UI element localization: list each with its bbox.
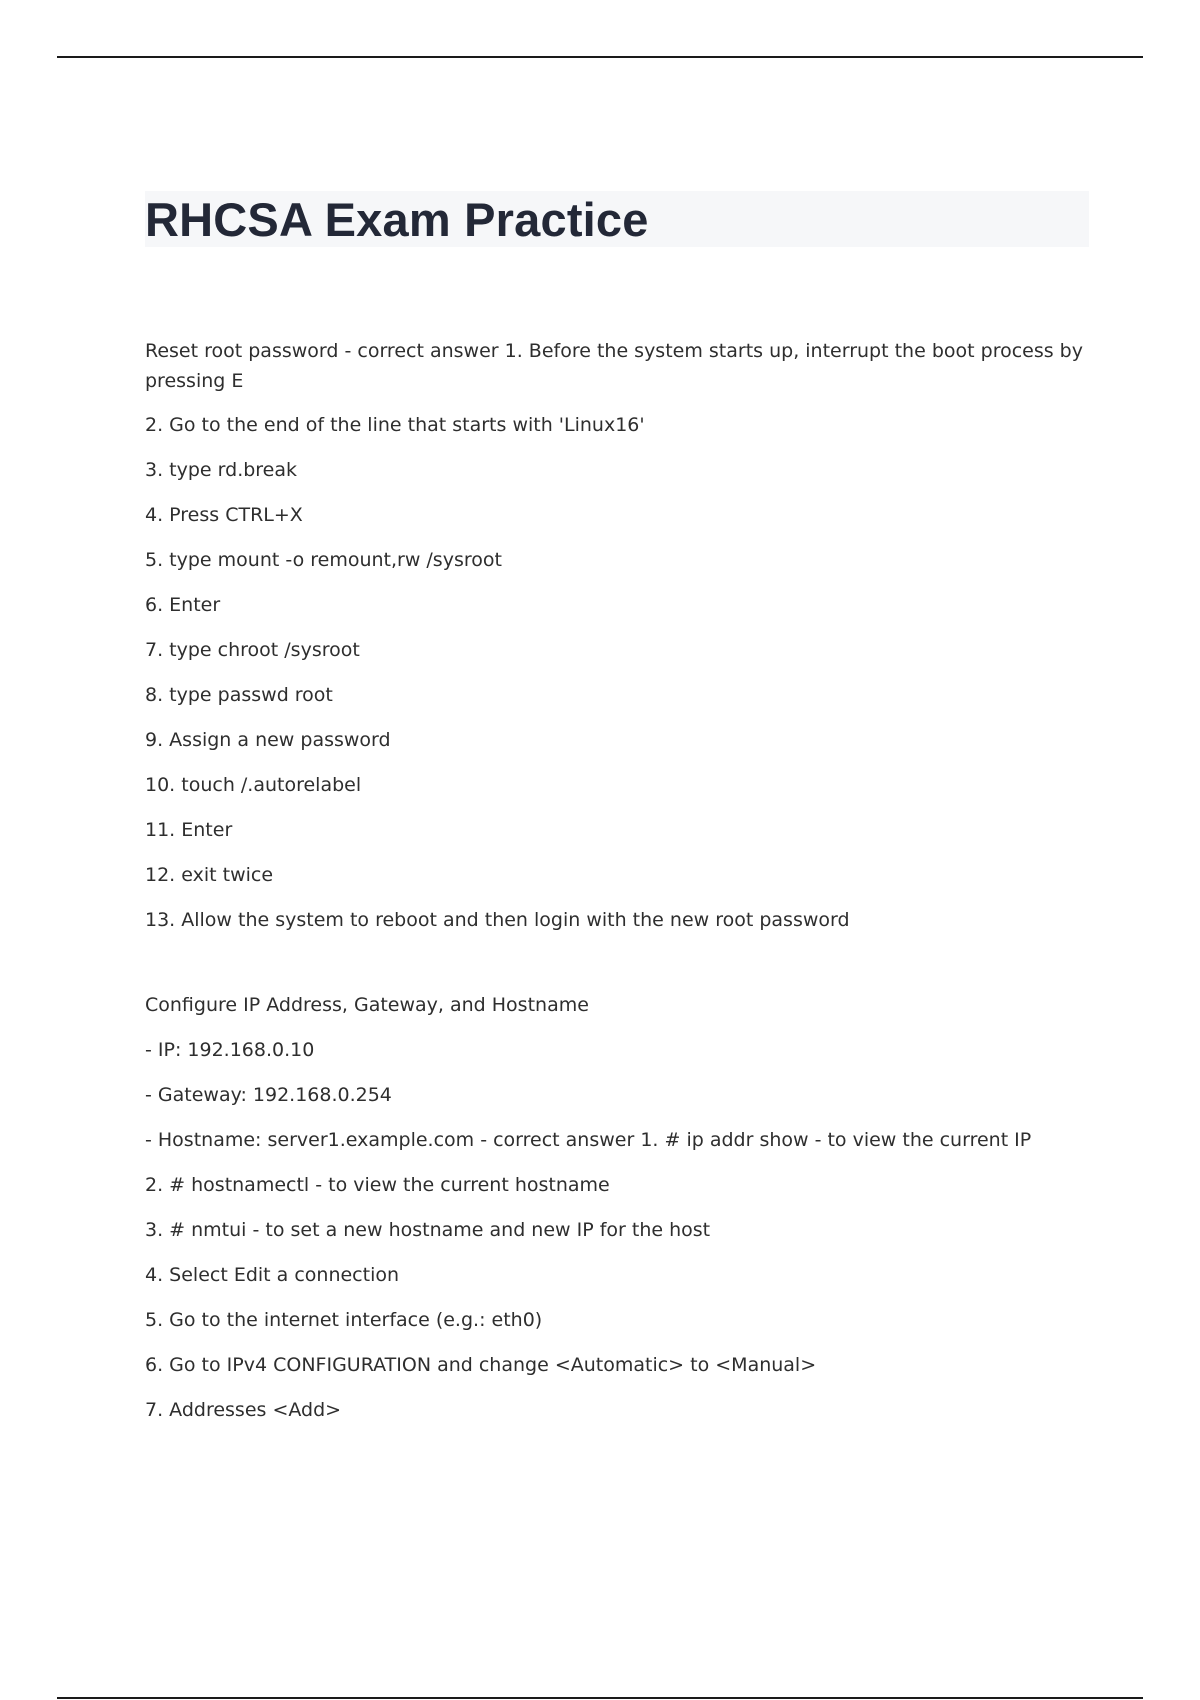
section-spacer [145, 950, 1085, 990]
paragraph: - IP: 192.168.0.10 [145, 1039, 315, 1061]
paragraph: 12. exit twice [145, 864, 274, 886]
paragraph: Configure IP Address, Gateway, and Hostname [145, 994, 589, 1016]
section-reset-root-password [145, 336, 1085, 935]
paragraph: 2. # hostnamectl - to view the current hostname [145, 1174, 610, 1196]
paragraph: 3. type rd.break [145, 459, 298, 481]
title-banner [145, 191, 1089, 247]
paragraph: 5. Go to the internet interface (e.g.: eth0) [145, 1309, 543, 1331]
document-body [145, 336, 1085, 1440]
paragraph: 7. Addresses <Add> [145, 1399, 342, 1421]
paragraph: 4. Select Edit a connection [145, 1264, 400, 1286]
section-configure-network [145, 990, 1085, 1425]
paragraph: Reset root password - correct answer 1. Before the system starts up, interrupt the boot process by pressing E [145, 340, 1083, 392]
paragraph: 10. touch /.autorelabel [145, 774, 362, 796]
paragraph: 7. type chroot /sysroot [145, 639, 360, 661]
paragraph: 13. Allow the system to reboot and then login with the new root password [145, 909, 850, 931]
paragraph: 2. Go to the end of the line that starts with 'Linux16' [145, 414, 645, 436]
paragraph: 11. Enter [145, 819, 233, 841]
paragraph: 5. type mount -o remount,rw /sysroot [145, 549, 502, 571]
paragraph: - Gateway: 192.168.0.254 [145, 1084, 392, 1106]
page-title: RHCSA Exam Practice [145, 193, 649, 246]
paragraph: 6. Enter [145, 594, 221, 616]
paragraph: 3. # nmtui - to set a new hostname and new IP for the host [145, 1219, 711, 1241]
header-rule [57, 56, 1143, 58]
paragraph: 8. type passwd root [145, 684, 333, 706]
footer-rule [57, 1697, 1143, 1699]
paragraph: 9. Assign a new password [145, 729, 391, 751]
paragraph: 4. Press CTRL+X [145, 504, 303, 526]
paragraph: 6. Go to IPv4 CONFIGURATION and change <Automatic> to <Manual> [145, 1354, 817, 1376]
paragraph: - Hostname: server1.example.com - correct answer 1. # ip addr show - to view the current IP [145, 1129, 1032, 1151]
